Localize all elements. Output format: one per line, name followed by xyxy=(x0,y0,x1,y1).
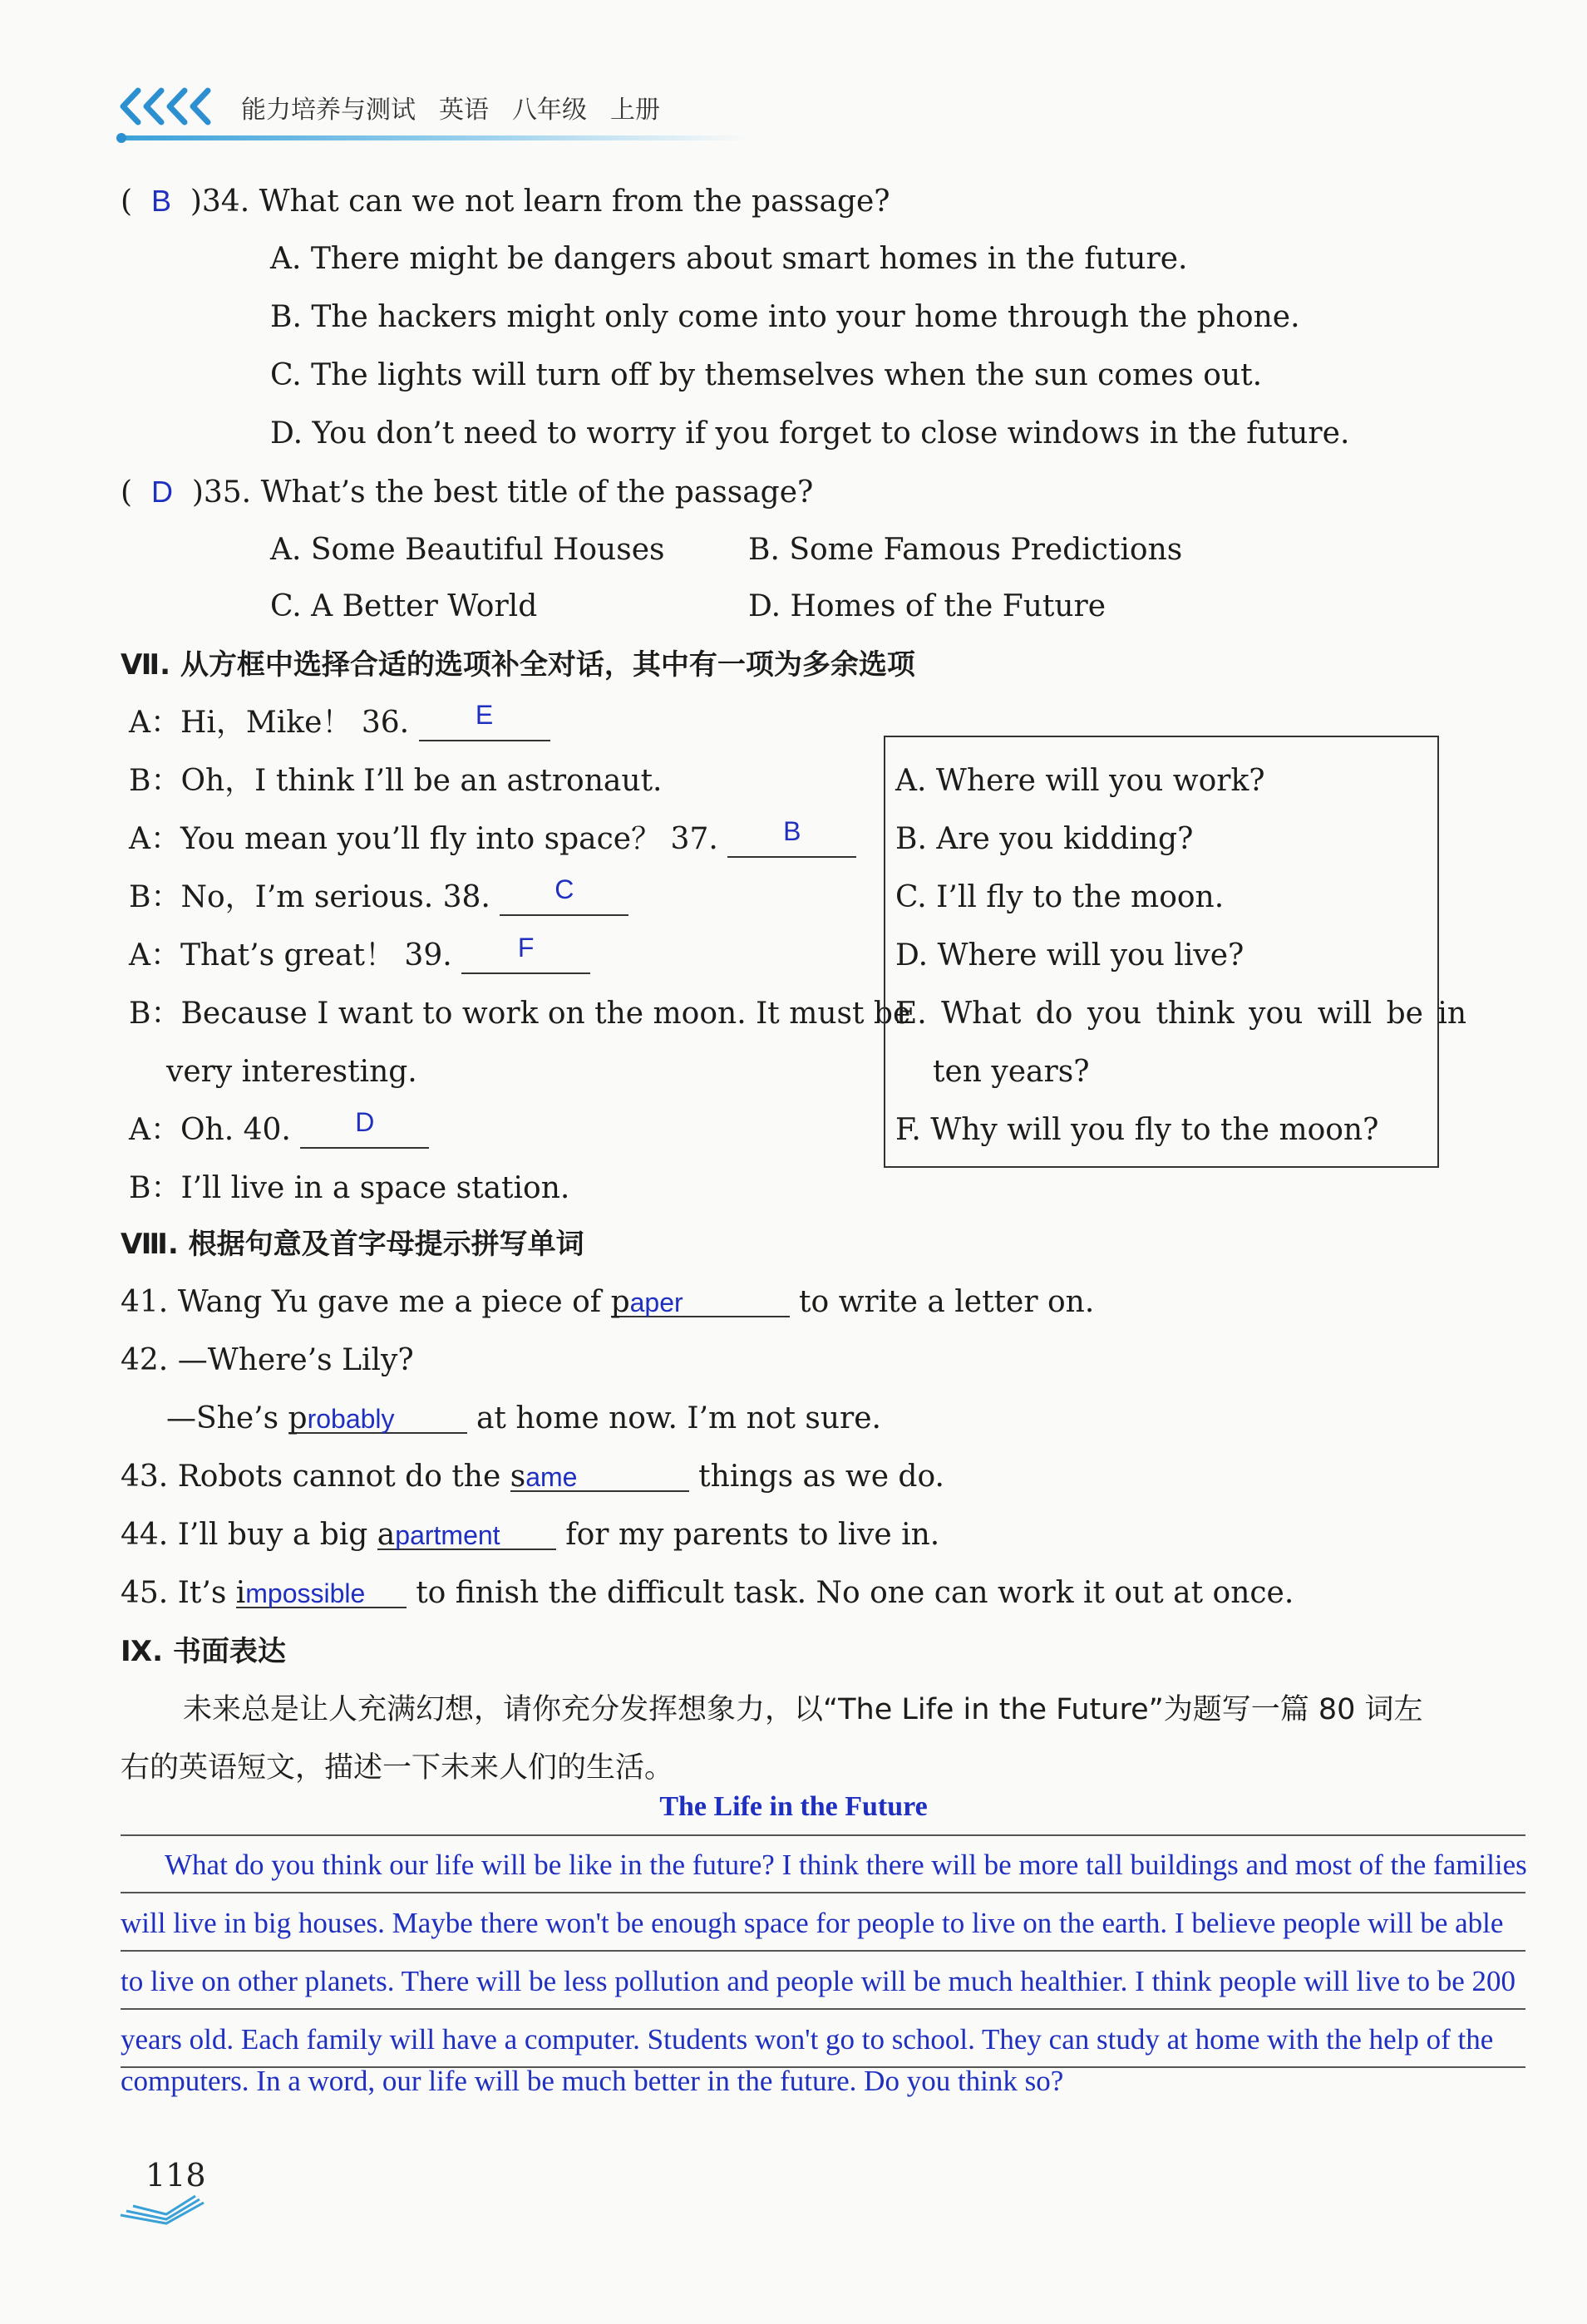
item-42-after: at home now. I’m not sure. xyxy=(466,1401,881,1435)
q34-option-b: B. The hackers might only come into your home through the phone. xyxy=(270,300,1300,334)
dialog-line-36 xyxy=(129,700,550,741)
item-42-before: —She’s xyxy=(166,1401,288,1435)
item-44-before: 44. I’ll buy a big xyxy=(121,1518,377,1552)
essay-line-4: years old. Each family will have a computer. Students won't go to school. They can study at home with the help of the xyxy=(121,2023,1494,2056)
dialog-text-38: B：No，I’m serious. 38. xyxy=(129,880,490,914)
q34-option-c: C. The lights will turn off by themselves when the sun comes out. xyxy=(270,358,1263,392)
section-8-title: Ⅷ. 根据句意及首字母提示拼写单词 xyxy=(121,1228,584,1261)
item-43-before: 43. Robots cannot do the xyxy=(121,1460,510,1494)
blank-42 xyxy=(288,1401,467,1434)
item-41 xyxy=(121,1284,1094,1321)
item-44-after: for my parents to live in. xyxy=(555,1518,940,1552)
letter-42: p xyxy=(288,1401,308,1435)
blank-40 xyxy=(300,1107,429,1149)
essay-line-5: computers. In a word, our life will be much better in the future. Do you think so? xyxy=(121,2065,1064,2097)
essay-rule-2 xyxy=(121,1950,1525,1952)
answer-42: robably xyxy=(307,1404,395,1434)
box-option-e-cont: ten years? xyxy=(933,1055,1090,1089)
blank-44 xyxy=(377,1517,556,1550)
box-option-e: E. What do you think you will be in xyxy=(895,997,1467,1031)
page-header xyxy=(116,79,865,137)
box-option-c: C. I’ll fly to the moon. xyxy=(895,880,1225,914)
answer-40: D xyxy=(355,1107,375,1137)
answer-38: C xyxy=(554,874,574,904)
item-45 xyxy=(121,1575,1294,1612)
q34-option-d: D. You don’t need to worry if you forget to close windows in the future. xyxy=(270,416,1350,451)
letter-44: a xyxy=(377,1518,396,1552)
page-number: 118 xyxy=(145,2157,206,2194)
dialog-line-37 xyxy=(129,816,856,858)
q34-option-a: A. There might be dangers about smart homes in the future. xyxy=(270,242,1188,276)
essay-rule-0 xyxy=(121,1834,1525,1836)
dialog-line-38 xyxy=(129,874,628,916)
question-35: ( D )35. What’s the best title of the passage? xyxy=(121,475,814,510)
header-book: 能力培养与测试 xyxy=(241,96,416,125)
item-41-before: 41. Wang Yu gave me a piece of xyxy=(121,1285,611,1319)
item-42-reply xyxy=(166,1401,881,1437)
header-subject: 英语 xyxy=(439,96,489,125)
blank-41 xyxy=(611,1284,790,1317)
header-title xyxy=(241,89,683,126)
blank-38 xyxy=(500,874,628,916)
blank-39 xyxy=(461,933,590,974)
question-34-stem: )34. What can we not learn from the passage? xyxy=(190,185,890,219)
essay-rule-3 xyxy=(121,2008,1525,2010)
box-option-d: D. Where will you live? xyxy=(895,938,1244,972)
header-grade: 八年级 xyxy=(512,96,587,125)
header-dot xyxy=(116,133,126,143)
q35-option-c: C. A Better World xyxy=(270,589,538,623)
item-44 xyxy=(121,1517,939,1553)
blank-36 xyxy=(419,700,550,741)
answer-35: D xyxy=(150,475,173,509)
item-42: 42. —Where’s Lily? xyxy=(121,1343,414,1377)
q35-option-a: A. Some Beautiful Houses xyxy=(270,533,665,567)
essay-line-3: to live on other planets. There will be less pollution and people will be much healthier. I think people will live to be 200 xyxy=(121,1965,1516,1997)
blank-37 xyxy=(727,816,856,858)
blank-45 xyxy=(236,1575,407,1608)
dialog-line-40 xyxy=(129,1107,429,1149)
dialog-line-39 xyxy=(129,933,590,974)
writing-prompt-line2: 右的英语短文，描述一下未来人们的生活。 xyxy=(121,1751,674,1785)
section-7-title: Ⅶ. 从方框中选择合适的选项补全对话，其中有一项为多余选项 xyxy=(121,648,915,682)
dialog-line-b3: B：Because I want to work on the moon. It must be xyxy=(129,997,911,1031)
question-34: ( B )34. What can we not learn from the passage? xyxy=(121,184,890,219)
essay-rule-1 xyxy=(121,1892,1525,1893)
answer-36: E xyxy=(475,700,494,730)
answer-37: B xyxy=(783,816,801,846)
letter-41: p xyxy=(610,1285,630,1319)
item-45-before: 45. It’s xyxy=(121,1576,236,1610)
writing-prompt-line1: 未来总是让人充满幻想，请你充分发挥想象力，以“The Life in the Future”为题写一篇 80 词左 xyxy=(183,1693,1423,1726)
q35-option-b: B. Some Famous Predictions xyxy=(748,533,1183,567)
chevrons-icon xyxy=(116,86,224,127)
answer-43: ame xyxy=(525,1462,578,1492)
box-option-b: B. Are you kidding? xyxy=(895,822,1194,856)
essay-title: The Life in the Future xyxy=(659,1791,928,1822)
essay-line-1: What do you think our life will be like in the future? I think there will be more tall buildings and most of the families xyxy=(165,1849,1527,1881)
answer-41: aper xyxy=(629,1288,683,1317)
header-volume: 上册 xyxy=(610,96,660,125)
answer-44: partment xyxy=(395,1520,500,1550)
item-45-after: to finish the difficult task. No one can work it out at once. xyxy=(406,1576,1294,1610)
item-41-after: to write a letter on. xyxy=(789,1285,1095,1319)
dialog-text-37: A：You mean you’ll fly into space？ 37. xyxy=(129,822,718,856)
section-9-title: Ⅸ. 书面表达 xyxy=(121,1635,286,1668)
blank-43 xyxy=(510,1459,689,1492)
dialog-text-36: A：Hi，Mike！ 36. xyxy=(129,706,410,740)
dialog-text-39: A：That’s great！ 39. xyxy=(129,938,452,972)
item-43 xyxy=(121,1459,944,1495)
letter-45: i xyxy=(235,1576,246,1610)
dialog-text-40: A：Oh. 40. xyxy=(129,1113,291,1147)
dialog-line-b5: B：I’ll live in a space station. xyxy=(129,1171,570,1205)
answer-39: F xyxy=(517,933,535,963)
answer-34: B xyxy=(150,184,171,218)
essay-line-2: will live in big houses. Maybe there won't be enough space for people to live on the earth. I believe people will be able xyxy=(121,1907,1504,1939)
item-43-after: things as we do. xyxy=(688,1460,944,1494)
letter-43: s xyxy=(510,1460,526,1494)
box-option-f: F. Why will you fly to the moon? xyxy=(895,1113,1379,1147)
answer-45: mpossible xyxy=(245,1578,366,1608)
dialog-line-b1: B：Oh，I think I’ll be an astronaut. xyxy=(129,764,663,798)
question-35-stem: )35. What’s the best title of the passage? xyxy=(191,475,814,510)
header-rule xyxy=(116,135,748,140)
dialog-line-b3-cont: very interesting. xyxy=(166,1055,417,1089)
q35-option-d: D. Homes of the Future xyxy=(748,589,1106,623)
box-option-a: A. Where will you work? xyxy=(895,764,1265,798)
